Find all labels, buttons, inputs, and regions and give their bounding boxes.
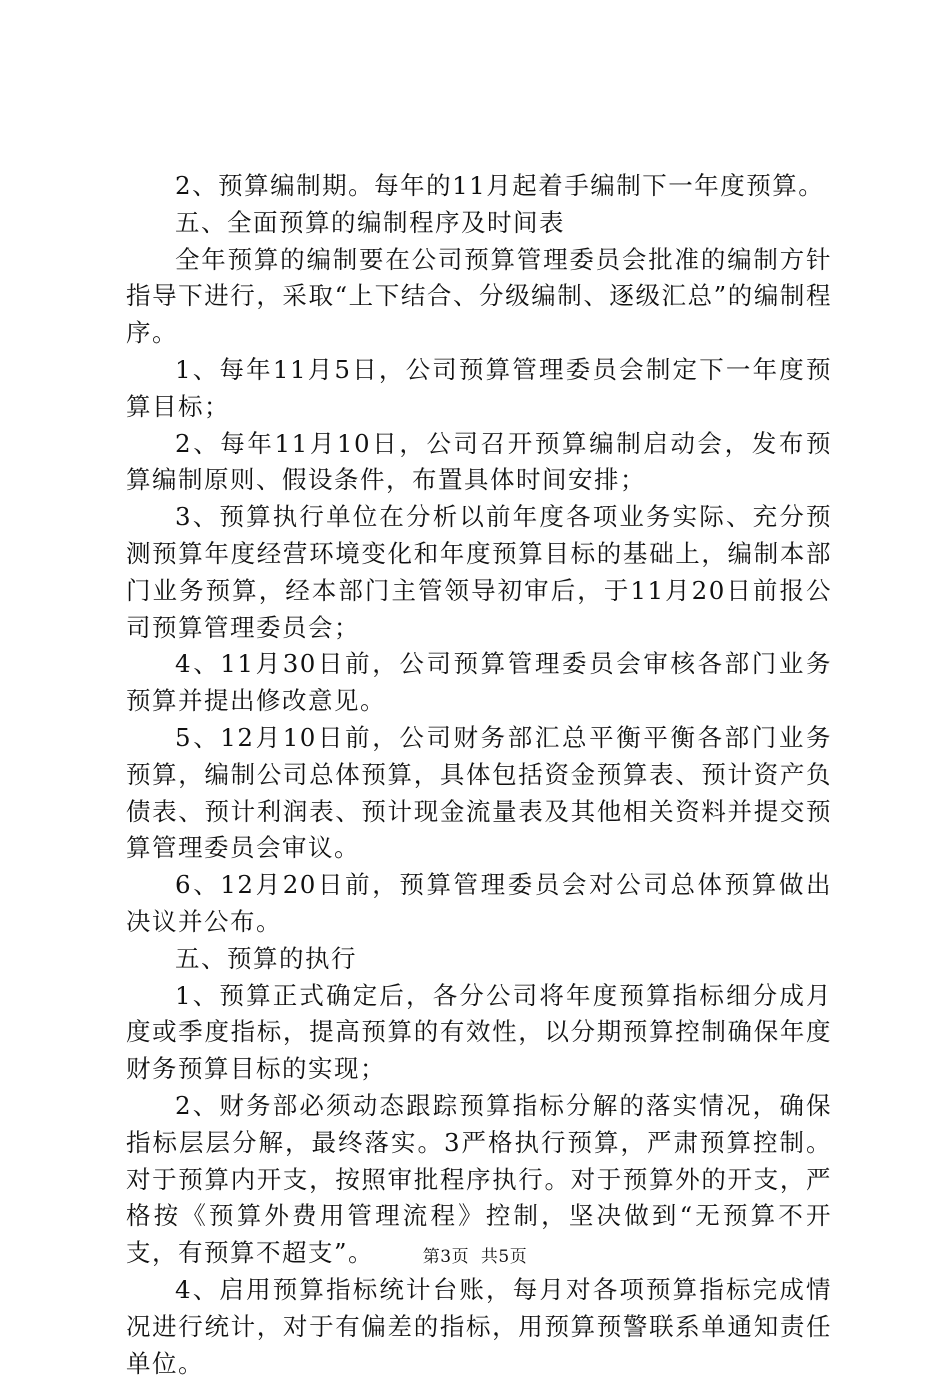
- section-heading-procedure: 五、全面预算的编制程序及时间表: [175, 207, 565, 237]
- paragraph-step-6: 6、12月20日前，预算管理委员会对公司总体预算做出决议并公布。: [126, 870, 832, 936]
- paragraph-step-3: 3、预算执行单位在分析以前年度各项业务实际、充分预测预算年度经营环境变化和年度预算目标的基础上，编制本部门业务预算，经本部门主管领导初审后，于11月20日前报公司预算管理委员会；: [126, 502, 832, 642]
- paragraph-procedure-intro: 全年预算的编制要在公司预算管理委员会批准的编制方针指导下进行，采取“上下结合、分级编制、逐级汇总”的编制程序。: [126, 244, 832, 348]
- paragraph-step-1: 1、每年11月5日，公司预算管理委员会制定下一年度预算目标；: [126, 354, 832, 421]
- paragraph-execution-4: 4、启用预算指标统计台账，每月对各项预算指标完成情况进行统计，对于有偏差的指标，用预算预警联系单通知责任单位。: [126, 1274, 832, 1378]
- paragraph-execution-2: 2、财务部必须动态跟踪预算指标分解的落实情况，确保指标层层分解，最终落实。3严格执行预算，严肃预算控制。对于预算内开支，按照审批程序执行。对于预算外的开支，严格按《预算外费用管理流程》控制，坚决做到“无预算不开支，有预算不超支”。: [126, 1090, 832, 1268]
- page-total: 共5页: [480, 1247, 528, 1267]
- document-body: [126, 168, 832, 1382]
- paragraph-execution-1: 1、预算正式确定后，各分公司将年度预算指标细分成月度或季度指标，提高预算的有效性，以分期预算控制确保年度财务预算目标的实现；: [126, 980, 832, 1084]
- section-heading-execution: 五、预算的执行: [175, 943, 357, 973]
- page-footer: [0, 1246, 950, 1268]
- page-number: 第3页: [422, 1247, 470, 1267]
- paragraph-step-4: 4、11月30日前，公司预算管理委员会审核各部门业务预算并提出修改意见。: [126, 649, 832, 716]
- paragraph-step-2: 2、每年11月10日，公司召开预算编制启动会，发布预算编制原则、假设条件，布置具体时间安排；: [126, 428, 832, 495]
- paragraph-budget-period: 2、预算编制期。每年的11月起着手编制下一年度预算。: [175, 171, 825, 200]
- paragraph-step-5: 5、12月10日前，公司财务部汇总平衡平衡各部门业务预算，编制公司总体预算，具体包括资金预算表、预计资产负债表、预计利润表、预计现金流量表及其他相关资料并提交预算管理委员会审议。: [126, 722, 832, 863]
